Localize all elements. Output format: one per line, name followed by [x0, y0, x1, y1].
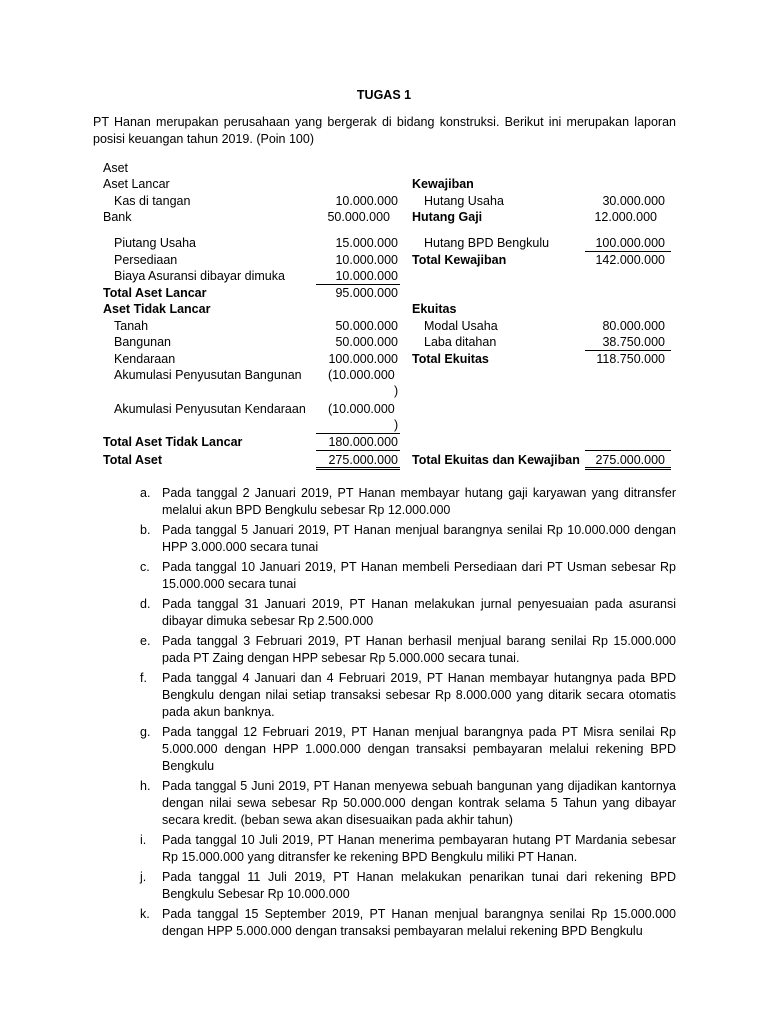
item-letter: i. — [140, 833, 147, 847]
asset-value: 50.000.000 — [327, 210, 390, 224]
subtotal-rule — [585, 450, 671, 451]
total-double-rule — [585, 467, 671, 468]
item-letter: a. — [140, 486, 151, 500]
item-letter: e. — [140, 634, 151, 648]
asset-value: 15.000.000 — [335, 236, 398, 250]
document-title: TUGAS 1 — [356, 88, 412, 102]
liability-label: Hutang Gaji — [412, 210, 483, 224]
item-letter: h. — [140, 779, 151, 793]
liability-value: 30.000.000 — [602, 194, 665, 208]
transaction-list — [140, 485, 676, 943]
list-item — [140, 485, 676, 519]
total-current-assets-value: 95.000.000 — [335, 286, 398, 300]
list-item — [140, 559, 676, 593]
equity-heading: Ekuitas — [412, 302, 457, 316]
asset-value: 50.000.000 — [335, 335, 398, 349]
item-text: Pada tanggal 10 Januari 2019, PT Hanan membeli Persediaan dari PT Usman sebesar Rp 15.000.000 secara tunai — [162, 560, 676, 591]
asset-label: Persediaan — [114, 253, 178, 267]
asset-label: Tanah — [114, 319, 149, 333]
equity-value: 38.750.000 — [602, 335, 665, 349]
list-item — [140, 832, 676, 866]
liabilities-heading: Kewajiban — [412, 177, 474, 191]
asset-value-cont: ) — [394, 418, 399, 432]
item-letter: k. — [140, 907, 150, 921]
assets-heading: Aset — [103, 161, 129, 175]
asset-value: 100.000.000 — [328, 352, 398, 366]
total-current-assets-label: Total Aset Lancar — [103, 286, 207, 300]
total-assets-value: 275.000.000 — [328, 453, 398, 467]
liability-label: Hutang Usaha — [424, 194, 504, 208]
item-text: Pada tanggal 31 Januari 2019, PT Hanan melakukan jurnal penyesuaian pada asuransi dibayar dimuka sebesar Rp 2.500.000 — [162, 597, 676, 628]
asset-label: Piutang Usaha — [114, 236, 197, 250]
item-text: Pada tanggal 15 September 2019, PT Hanan menjual barangnya senilai Rp 15.000.000 dengan HPP 5.000.000 dengan transaksi pembayaran melalui rekening BPD Bengkulu — [162, 907, 676, 938]
list-item — [140, 778, 676, 829]
asset-value: 50.000.000 — [335, 319, 398, 333]
asset-value: 10.000.000 — [335, 269, 398, 283]
list-item — [140, 522, 676, 556]
total-equity-liabilities-label: Total Ekuitas dan Kewajiban — [412, 453, 580, 467]
item-text: Pada tanggal 11 Juli 2019, PT Hanan melakukan penarikan tunai dari rekening BPD Bengkulu Sebesar Rp 10.000.000 — [162, 870, 676, 901]
item-text: Pada tanggal 2 Januari 2019, PT Hanan membayar hutang gaji karyawan yang ditransfer melalui akun BPD Bengkulu sebesar Rp 12.000.000 — [162, 486, 676, 517]
total-assets-label: Total Aset — [103, 453, 163, 467]
asset-label: Kas di tangan — [114, 194, 191, 208]
list-item — [140, 596, 676, 630]
total-double-rule — [585, 469, 671, 470]
balance-sheet — [0, 0, 768, 470]
total-equity-label: Total Ekuitas — [412, 352, 489, 366]
item-text: Pada tanggal 4 Januari dan 4 Februari 2019, PT Hanan membayar hutangnya pada BPD Bengkulu dengan nilai setiap transaksi sebesar Rp 8.000.000 yang ditarik secara otomatis pada akun banknya. — [162, 671, 676, 719]
total-equity-value: 118.750.000 — [596, 352, 665, 366]
total-double-rule — [316, 469, 400, 470]
asset-label: Kendaraan — [114, 352, 176, 366]
total-liabilities-label: Total Kewajiban — [412, 253, 507, 267]
subtotal-rule — [316, 450, 400, 451]
intro-paragraph: PT Hanan merupakan perusahaan yang bergerak di bidang konstruksi. Berikut ini merupakan laporan posisi keuangan tahun 2019. (Poin 100) — [93, 115, 676, 146]
list-item — [140, 724, 676, 775]
total-liabilities-value: 142.000.000 — [595, 253, 665, 267]
asset-value: 10.000.000 — [335, 194, 398, 208]
liability-value: 12.000.000 — [594, 210, 657, 224]
equity-label: Laba ditahan — [424, 335, 497, 349]
list-item — [140, 906, 676, 940]
asset-label: Biaya Asuransi dibayar dimuka — [114, 269, 285, 283]
item-text: Pada tanggal 5 Januari 2019, PT Hanan menjual barangnya senilai Rp 10.000.000 dengan HPP 3.000.000 secara tunai — [162, 523, 676, 554]
item-letter: j. — [140, 870, 147, 884]
list-item — [140, 633, 676, 667]
asset-value: 10.000.000 — [335, 253, 398, 267]
total-double-rule — [316, 467, 400, 468]
asset-label: Bangunan — [114, 335, 172, 349]
asset-value: (10.000.000 — [328, 368, 395, 382]
noncurrent-assets-heading: Aset Tidak Lancar — [103, 302, 211, 316]
liability-label: Hutang BPD Bengkulu — [424, 236, 550, 250]
current-assets-heading: Aset Lancar — [103, 177, 170, 191]
total-noncurrent-assets-value: 180.000.000 — [328, 435, 398, 449]
equity-value: 80.000.000 — [602, 319, 665, 333]
list-item — [140, 670, 676, 721]
liability-value: 100.000.000 — [595, 236, 665, 250]
asset-label: Akumulasi Penyusutan Kendaraan — [114, 402, 306, 416]
item-letter: g. — [140, 725, 151, 739]
item-letter: d. — [140, 597, 151, 611]
total-equity-liabilities-value: 275.000.000 — [595, 453, 665, 467]
asset-value-cont: ) — [394, 384, 399, 398]
item-text: Pada tanggal 12 Februari 2019, PT Hanan menjual barangnya pada PT Misra senilai Rp 5.000.000 dengan HPP 1.000.000 dengan transaksi pembayaran melalui rekening BPD Bengkulu — [162, 725, 676, 773]
item-text: Pada tanggal 3 Februari 2019, PT Hanan berhasil menjual barang senilai Rp 15.000.000 pada PT Zaing dengan HPP sebesar Rp 5.000.000 secara tunai. — [162, 634, 676, 665]
item-text: Pada tanggal 5 Juni 2019, PT Hanan menyewa sebuah bangunan yang dijadikan kantornya dengan nilai sewa sebesar Rp 50.000.000 dengan kontrak selama 5 Tahun yang dibayar secara kredit. (beban sewa akan disesuaikan pada akhir tahun) — [162, 779, 676, 827]
list-item — [140, 869, 676, 903]
asset-value: (10.000.000 — [328, 402, 395, 416]
total-noncurrent-assets-label: Total Aset Tidak Lancar — [103, 435, 243, 449]
item-text: Pada tanggal 10 Juli 2019, PT Hanan menerima pembayaran hutang PT Mardania sebesar Rp 15.000.000 yang ditransfer ke rekening BPD Bengkulu miliki PT Hanan. — [162, 833, 676, 864]
equity-label: Modal Usaha — [424, 319, 498, 333]
item-letter: f. — [140, 671, 147, 685]
item-letter: c. — [140, 560, 150, 574]
asset-label: Bank — [103, 210, 132, 224]
item-letter: b. — [140, 523, 151, 537]
asset-label: Akumulasi Penyusutan Bangunan — [114, 368, 302, 382]
